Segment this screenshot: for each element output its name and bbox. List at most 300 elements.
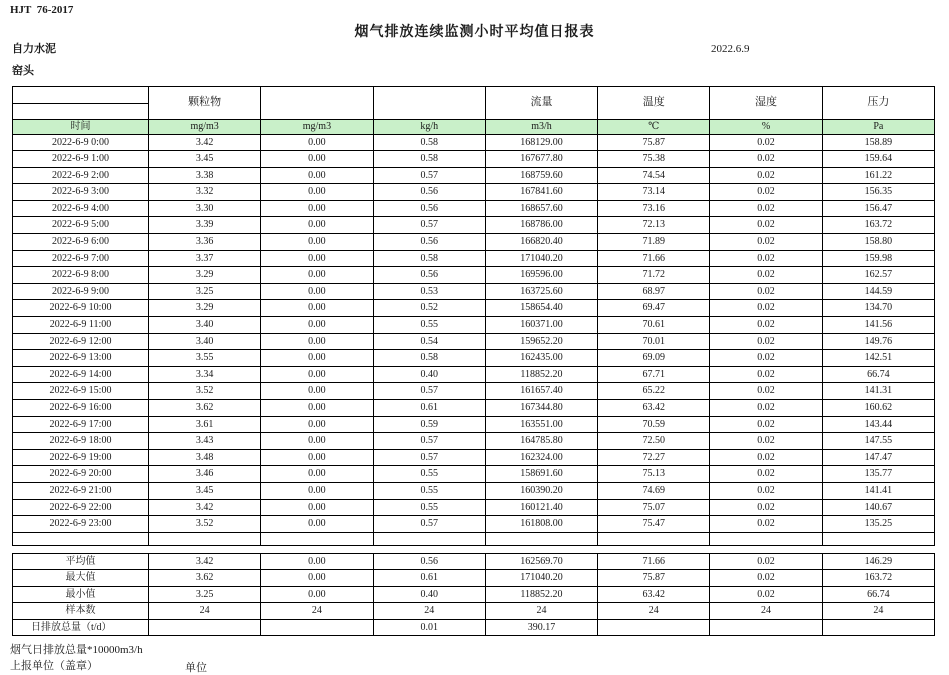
time-cell: 2022-6-9 2:00 [13, 167, 149, 184]
summary-value-cell: 24 [149, 603, 261, 619]
table-row [13, 267, 935, 284]
value-cell: 0.57 [373, 516, 485, 533]
value-cell: 63.42 [598, 400, 710, 417]
table-row [13, 482, 935, 499]
value-cell: 0.54 [373, 333, 485, 350]
value-cell: 0.00 [261, 267, 373, 284]
value-cell: 71.89 [598, 234, 710, 251]
value-cell: 169596.00 [485, 267, 597, 284]
value-cell: 0.00 [261, 283, 373, 300]
value-cell: 71.66 [598, 250, 710, 267]
value-cell: 0.00 [261, 200, 373, 217]
value-cell: 69.09 [598, 350, 710, 367]
value-cell: 3.40 [149, 333, 261, 350]
summary-value-cell: 3.62 [149, 570, 261, 586]
value-cell: 142.51 [822, 350, 934, 367]
value-cell: 3.46 [149, 466, 261, 483]
value-cell: 166820.40 [485, 234, 597, 251]
spacer-body [13, 532, 935, 545]
value-cell: 168759.60 [485, 167, 597, 184]
summary-value-cell: 3.25 [149, 586, 261, 602]
summary-rows [13, 554, 935, 636]
table-row [13, 317, 935, 334]
value-cell: 3.34 [149, 366, 261, 383]
value-cell: 3.29 [149, 300, 261, 317]
footnote-report-unit: 上报单位（盖章） [10, 660, 98, 672]
value-cell: 147.55 [822, 433, 934, 450]
value-cell: 0.02 [710, 317, 822, 334]
value-cell: 3.52 [149, 516, 261, 533]
table-row [13, 516, 935, 533]
value-cell: 0.02 [710, 350, 822, 367]
summary-value-cell: 24 [822, 603, 934, 619]
unit-header-m3h: m3/h [485, 120, 597, 135]
value-cell: 161.22 [822, 167, 934, 184]
data-rows [13, 134, 935, 532]
value-cell: 158654.40 [485, 300, 597, 317]
value-cell: 75.47 [598, 516, 710, 533]
value-cell: 156.35 [822, 184, 934, 201]
value-cell: 0.02 [710, 466, 822, 483]
value-cell: 158.89 [822, 134, 934, 151]
group-header-flow: 流量 [485, 87, 597, 120]
value-cell: 3.29 [149, 267, 261, 284]
table-row [13, 151, 935, 168]
time-cell: 2022-6-9 14:00 [13, 366, 149, 383]
value-cell: 0.00 [261, 333, 373, 350]
summary-value-cell: 24 [485, 603, 597, 619]
value-cell: 161657.40 [485, 383, 597, 400]
empty-cell [822, 532, 934, 545]
summary-value-cell: 162569.70 [485, 554, 597, 570]
value-cell: 3.55 [149, 350, 261, 367]
value-cell: 0.02 [710, 267, 822, 284]
value-cell: 3.32 [149, 184, 261, 201]
summary-value-cell [261, 619, 373, 635]
summary-value-cell: 75.87 [598, 570, 710, 586]
summary-value-cell: 0.00 [261, 586, 373, 602]
value-cell: 0.02 [710, 333, 822, 350]
value-cell: 160121.40 [485, 499, 597, 516]
value-cell: 167677.80 [485, 151, 597, 168]
value-cell: 141.41 [822, 482, 934, 499]
value-cell: 168657.60 [485, 200, 597, 217]
table-row [13, 433, 935, 450]
time-cell: 2022-6-9 8:00 [13, 267, 149, 284]
summary-value-cell: 24 [598, 603, 710, 619]
value-cell: 70.61 [598, 317, 710, 334]
value-cell: 0.57 [373, 383, 485, 400]
value-cell: 140.67 [822, 499, 934, 516]
value-cell: 0.56 [373, 200, 485, 217]
value-cell: 68.97 [598, 283, 710, 300]
value-cell: 0.00 [261, 499, 373, 516]
time-cell: 2022-6-9 1:00 [13, 151, 149, 168]
value-cell: 0.52 [373, 300, 485, 317]
value-cell: 168786.00 [485, 217, 597, 234]
time-cell: 2022-6-9 5:00 [13, 217, 149, 234]
summary-value-cell: 63.42 [598, 586, 710, 602]
value-cell: 0.55 [373, 499, 485, 516]
table-row [13, 234, 935, 251]
value-cell: 0.58 [373, 151, 485, 168]
summary-value-cell [710, 619, 822, 635]
group-header-cell [13, 87, 149, 104]
value-cell: 0.59 [373, 416, 485, 433]
value-cell: 65.22 [598, 383, 710, 400]
value-cell: 135.77 [822, 466, 934, 483]
value-cell: 141.31 [822, 383, 934, 400]
value-cell: 0.00 [261, 167, 373, 184]
value-cell: 3.39 [149, 217, 261, 234]
value-cell: 0.57 [373, 449, 485, 466]
time-cell: 2022-6-9 22:00 [13, 499, 149, 516]
value-cell: 66.74 [822, 366, 934, 383]
company-name: 自力水泥 [12, 43, 56, 55]
time-cell: 2022-6-9 15:00 [13, 383, 149, 400]
group-header-pressure: 压力 [822, 87, 934, 120]
value-cell: 0.56 [373, 234, 485, 251]
value-cell: 143.44 [822, 416, 934, 433]
time-cell: 2022-6-9 11:00 [13, 317, 149, 334]
time-cell: 2022-6-9 16:00 [13, 400, 149, 417]
time-cell: 2022-6-9 21:00 [13, 482, 149, 499]
value-cell: 0.00 [261, 134, 373, 151]
group-header-temperature: 温度 [598, 87, 710, 120]
value-cell: 3.61 [149, 416, 261, 433]
value-cell: 3.30 [149, 200, 261, 217]
summary-value-cell: 0.02 [710, 586, 822, 602]
empty-cell [373, 532, 485, 545]
value-cell: 73.14 [598, 184, 710, 201]
summary-value-cell: 146.29 [822, 554, 934, 570]
summary-row-label: 最小值 [13, 586, 149, 602]
table-row [13, 416, 935, 433]
table-row [13, 499, 935, 516]
summary-value-cell: 24 [261, 603, 373, 619]
value-cell: 0.02 [710, 400, 822, 417]
group-header-cell [13, 103, 149, 120]
value-cell: 171040.20 [485, 250, 597, 267]
value-cell: 71.72 [598, 267, 710, 284]
value-cell: 0.02 [710, 433, 822, 450]
value-cell: 0.56 [373, 184, 485, 201]
time-cell: 2022-6-9 6:00 [13, 234, 149, 251]
spacer-row [13, 532, 935, 545]
value-cell: 75.87 [598, 134, 710, 151]
value-cell: 134.70 [822, 300, 934, 317]
value-cell: 159.64 [822, 151, 934, 168]
summary-row-label: 样本数 [13, 603, 149, 619]
time-cell: 2022-6-9 19:00 [13, 449, 149, 466]
value-cell: 163551.00 [485, 416, 597, 433]
time-cell: 2022-6-9 7:00 [13, 250, 149, 267]
time-cell: 2022-6-9 9:00 [13, 283, 149, 300]
unit-header-row [13, 120, 935, 135]
value-cell: 0.02 [710, 167, 822, 184]
summary-value-cell: 24 [373, 603, 485, 619]
table-row [13, 333, 935, 350]
summary-value-cell: 118852.20 [485, 586, 597, 602]
value-cell: 73.16 [598, 200, 710, 217]
value-cell: 158691.60 [485, 466, 597, 483]
value-cell: 156.47 [822, 200, 934, 217]
value-cell: 162435.00 [485, 350, 597, 367]
value-cell: 0.55 [373, 466, 485, 483]
value-cell: 144.59 [822, 283, 934, 300]
summary-value-cell: 390.17 [485, 619, 597, 635]
summary-row [13, 586, 935, 602]
time-cell: 2022-6-9 18:00 [13, 433, 149, 450]
value-cell: 0.00 [261, 234, 373, 251]
summary-value-cell: 0.02 [710, 554, 822, 570]
value-cell: 0.00 [261, 466, 373, 483]
value-cell: 163725.60 [485, 283, 597, 300]
value-cell: 72.27 [598, 449, 710, 466]
value-cell: 72.50 [598, 433, 710, 450]
value-cell: 0.58 [373, 350, 485, 367]
summary-value-cell: 0.61 [373, 570, 485, 586]
time-cell: 2022-6-9 10:00 [13, 300, 149, 317]
time-cell: 2022-6-9 23:00 [13, 516, 149, 533]
table-row [13, 350, 935, 367]
summary-value-cell: 163.72 [822, 570, 934, 586]
value-cell: 3.43 [149, 433, 261, 450]
empty-cell [13, 532, 149, 545]
summary-value-cell [149, 619, 261, 635]
value-cell: 0.00 [261, 151, 373, 168]
unit-header-celsius: ℃ [598, 120, 710, 135]
unit-header-mgm3-1: mg/m3 [149, 120, 261, 135]
value-cell: 0.58 [373, 250, 485, 267]
value-cell: 3.45 [149, 151, 261, 168]
report-date: 2022.6.9 [711, 43, 750, 55]
value-cell: 0.02 [710, 449, 822, 466]
value-cell: 159652.20 [485, 333, 597, 350]
table-row [13, 167, 935, 184]
summary-value-cell: 3.42 [149, 554, 261, 570]
value-cell: 167841.60 [485, 184, 597, 201]
value-cell: 0.00 [261, 300, 373, 317]
value-cell: 0.02 [710, 499, 822, 516]
value-cell: 0.00 [261, 433, 373, 450]
unit-header-mgm3-2: mg/m3 [261, 120, 373, 135]
empty-cell [485, 532, 597, 545]
table-row [13, 449, 935, 466]
value-cell: 70.01 [598, 333, 710, 350]
value-cell: 162324.00 [485, 449, 597, 466]
summary-row-label: 最大值 [13, 570, 149, 586]
summary-row-label: 日排放总量（t/d） [13, 619, 149, 635]
value-cell: 0.57 [373, 433, 485, 450]
value-cell: 164785.80 [485, 433, 597, 450]
value-cell: 72.13 [598, 217, 710, 234]
value-cell: 75.13 [598, 466, 710, 483]
value-cell: 0.57 [373, 217, 485, 234]
value-cell: 163.72 [822, 217, 934, 234]
time-cell: 2022-6-9 12:00 [13, 333, 149, 350]
value-cell: 0.02 [710, 151, 822, 168]
value-cell: 0.02 [710, 234, 822, 251]
value-cell: 67.71 [598, 366, 710, 383]
empty-cell [598, 532, 710, 545]
summary-row-label: 平均值 [13, 554, 149, 570]
value-cell: 160371.00 [485, 317, 597, 334]
summary-value-cell: 24 [710, 603, 822, 619]
hourly-data-table [12, 86, 935, 546]
value-cell: 0.02 [710, 383, 822, 400]
summary-value-cell [598, 619, 710, 635]
value-cell: 0.00 [261, 184, 373, 201]
value-cell: 160.62 [822, 400, 934, 417]
value-cell: 3.37 [149, 250, 261, 267]
value-cell: 3.48 [149, 449, 261, 466]
table-row [13, 466, 935, 483]
footnote-unit-label: 单位 [185, 662, 207, 674]
value-cell: 3.38 [149, 167, 261, 184]
summary-value-cell: 0.00 [261, 554, 373, 570]
value-cell: 74.54 [598, 167, 710, 184]
value-cell: 0.02 [710, 366, 822, 383]
value-cell: 0.61 [373, 400, 485, 417]
value-cell: 0.00 [261, 250, 373, 267]
summary-row [13, 603, 935, 619]
value-cell: 0.02 [710, 300, 822, 317]
unit-header-pa: Pa [822, 120, 934, 135]
value-cell: 0.00 [261, 482, 373, 499]
summary-row [13, 570, 935, 586]
unit-header-percent: % [710, 120, 822, 135]
value-cell: 0.02 [710, 482, 822, 499]
value-cell: 0.02 [710, 217, 822, 234]
summary-row [13, 619, 935, 635]
value-cell: 160390.20 [485, 482, 597, 499]
empty-cell [261, 532, 373, 545]
value-cell: 75.38 [598, 151, 710, 168]
value-cell: 161808.00 [485, 516, 597, 533]
table-row [13, 283, 935, 300]
value-cell: 0.02 [710, 516, 822, 533]
value-cell: 158.80 [822, 234, 934, 251]
value-cell: 3.42 [149, 134, 261, 151]
group-header-particulate: 颗粒物 [149, 87, 261, 120]
value-cell: 0.00 [261, 400, 373, 417]
value-cell: 168129.00 [485, 134, 597, 151]
value-cell: 0.00 [261, 516, 373, 533]
group-header-cell [373, 87, 485, 120]
monitoring-point-name: 窑头 [12, 65, 34, 77]
table-row [13, 217, 935, 234]
value-cell: 141.56 [822, 317, 934, 334]
value-cell: 0.00 [261, 383, 373, 400]
summary-value-cell: 0.40 [373, 586, 485, 602]
table-row [13, 383, 935, 400]
value-cell: 0.02 [710, 416, 822, 433]
time-cell: 2022-6-9 13:00 [13, 350, 149, 367]
value-cell: 147.47 [822, 449, 934, 466]
value-cell: 0.00 [261, 449, 373, 466]
table-row [13, 366, 935, 383]
value-cell: 0.00 [261, 416, 373, 433]
value-cell: 0.02 [710, 283, 822, 300]
summary-value-cell: 171040.20 [485, 570, 597, 586]
table-row [13, 200, 935, 217]
summary-value-cell: 0.00 [261, 570, 373, 586]
value-cell: 70.59 [598, 416, 710, 433]
value-cell: 167344.80 [485, 400, 597, 417]
value-cell: 0.00 [261, 217, 373, 234]
summary-value-cell: 0.02 [710, 570, 822, 586]
value-cell: 0.00 [261, 366, 373, 383]
value-cell: 0.40 [373, 366, 485, 383]
footnote-flow-total: 烟气日排放总量*10000m3/h [10, 644, 143, 656]
value-cell: 3.25 [149, 283, 261, 300]
time-cell: 2022-6-9 4:00 [13, 200, 149, 217]
value-cell: 0.00 [261, 317, 373, 334]
summary-table [12, 553, 935, 636]
table-row [13, 184, 935, 201]
unit-header-kgh: kg/h [373, 120, 485, 135]
document-code: HJT 76-2017 [10, 4, 74, 16]
value-cell: 159.98 [822, 250, 934, 267]
table-row [13, 134, 935, 151]
value-cell: 0.58 [373, 134, 485, 151]
time-cell: 2022-6-9 17:00 [13, 416, 149, 433]
table-row [13, 250, 935, 267]
value-cell: 3.62 [149, 400, 261, 417]
value-cell: 0.02 [710, 134, 822, 151]
value-cell: 3.42 [149, 499, 261, 516]
value-cell: 0.02 [710, 250, 822, 267]
value-cell: 0.53 [373, 283, 485, 300]
summary-value-cell: 71.66 [598, 554, 710, 570]
value-cell: 3.36 [149, 234, 261, 251]
time-cell: 2022-6-9 0:00 [13, 134, 149, 151]
value-cell: 118852.20 [485, 366, 597, 383]
time-cell: 2022-6-9 20:00 [13, 466, 149, 483]
value-cell: 135.25 [822, 516, 934, 533]
summary-value-cell: 66.74 [822, 586, 934, 602]
group-header-cell [261, 87, 373, 120]
summary-value-cell: 0.56 [373, 554, 485, 570]
summary-row [13, 554, 935, 570]
empty-cell [149, 532, 261, 545]
value-cell: 0.00 [261, 350, 373, 367]
value-cell: 3.45 [149, 482, 261, 499]
group-header-row [13, 87, 935, 104]
value-cell: 0.55 [373, 482, 485, 499]
value-cell: 75.07 [598, 499, 710, 516]
value-cell: 69.47 [598, 300, 710, 317]
time-cell: 2022-6-9 3:00 [13, 184, 149, 201]
value-cell: 3.52 [149, 383, 261, 400]
group-header-humidity: 湿度 [710, 87, 822, 120]
value-cell: 74.69 [598, 482, 710, 499]
value-cell: 0.02 [710, 200, 822, 217]
value-cell: 0.56 [373, 267, 485, 284]
value-cell: 0.02 [710, 184, 822, 201]
empty-cell [710, 532, 822, 545]
value-cell: 162.57 [822, 267, 934, 284]
value-cell: 0.57 [373, 167, 485, 184]
summary-value-cell: 0.01 [373, 619, 485, 635]
value-cell: 3.40 [149, 317, 261, 334]
value-cell: 149.76 [822, 333, 934, 350]
unit-header-time: 时间 [13, 120, 149, 135]
table-row [13, 300, 935, 317]
table-row [13, 400, 935, 417]
summary-value-cell [822, 619, 934, 635]
